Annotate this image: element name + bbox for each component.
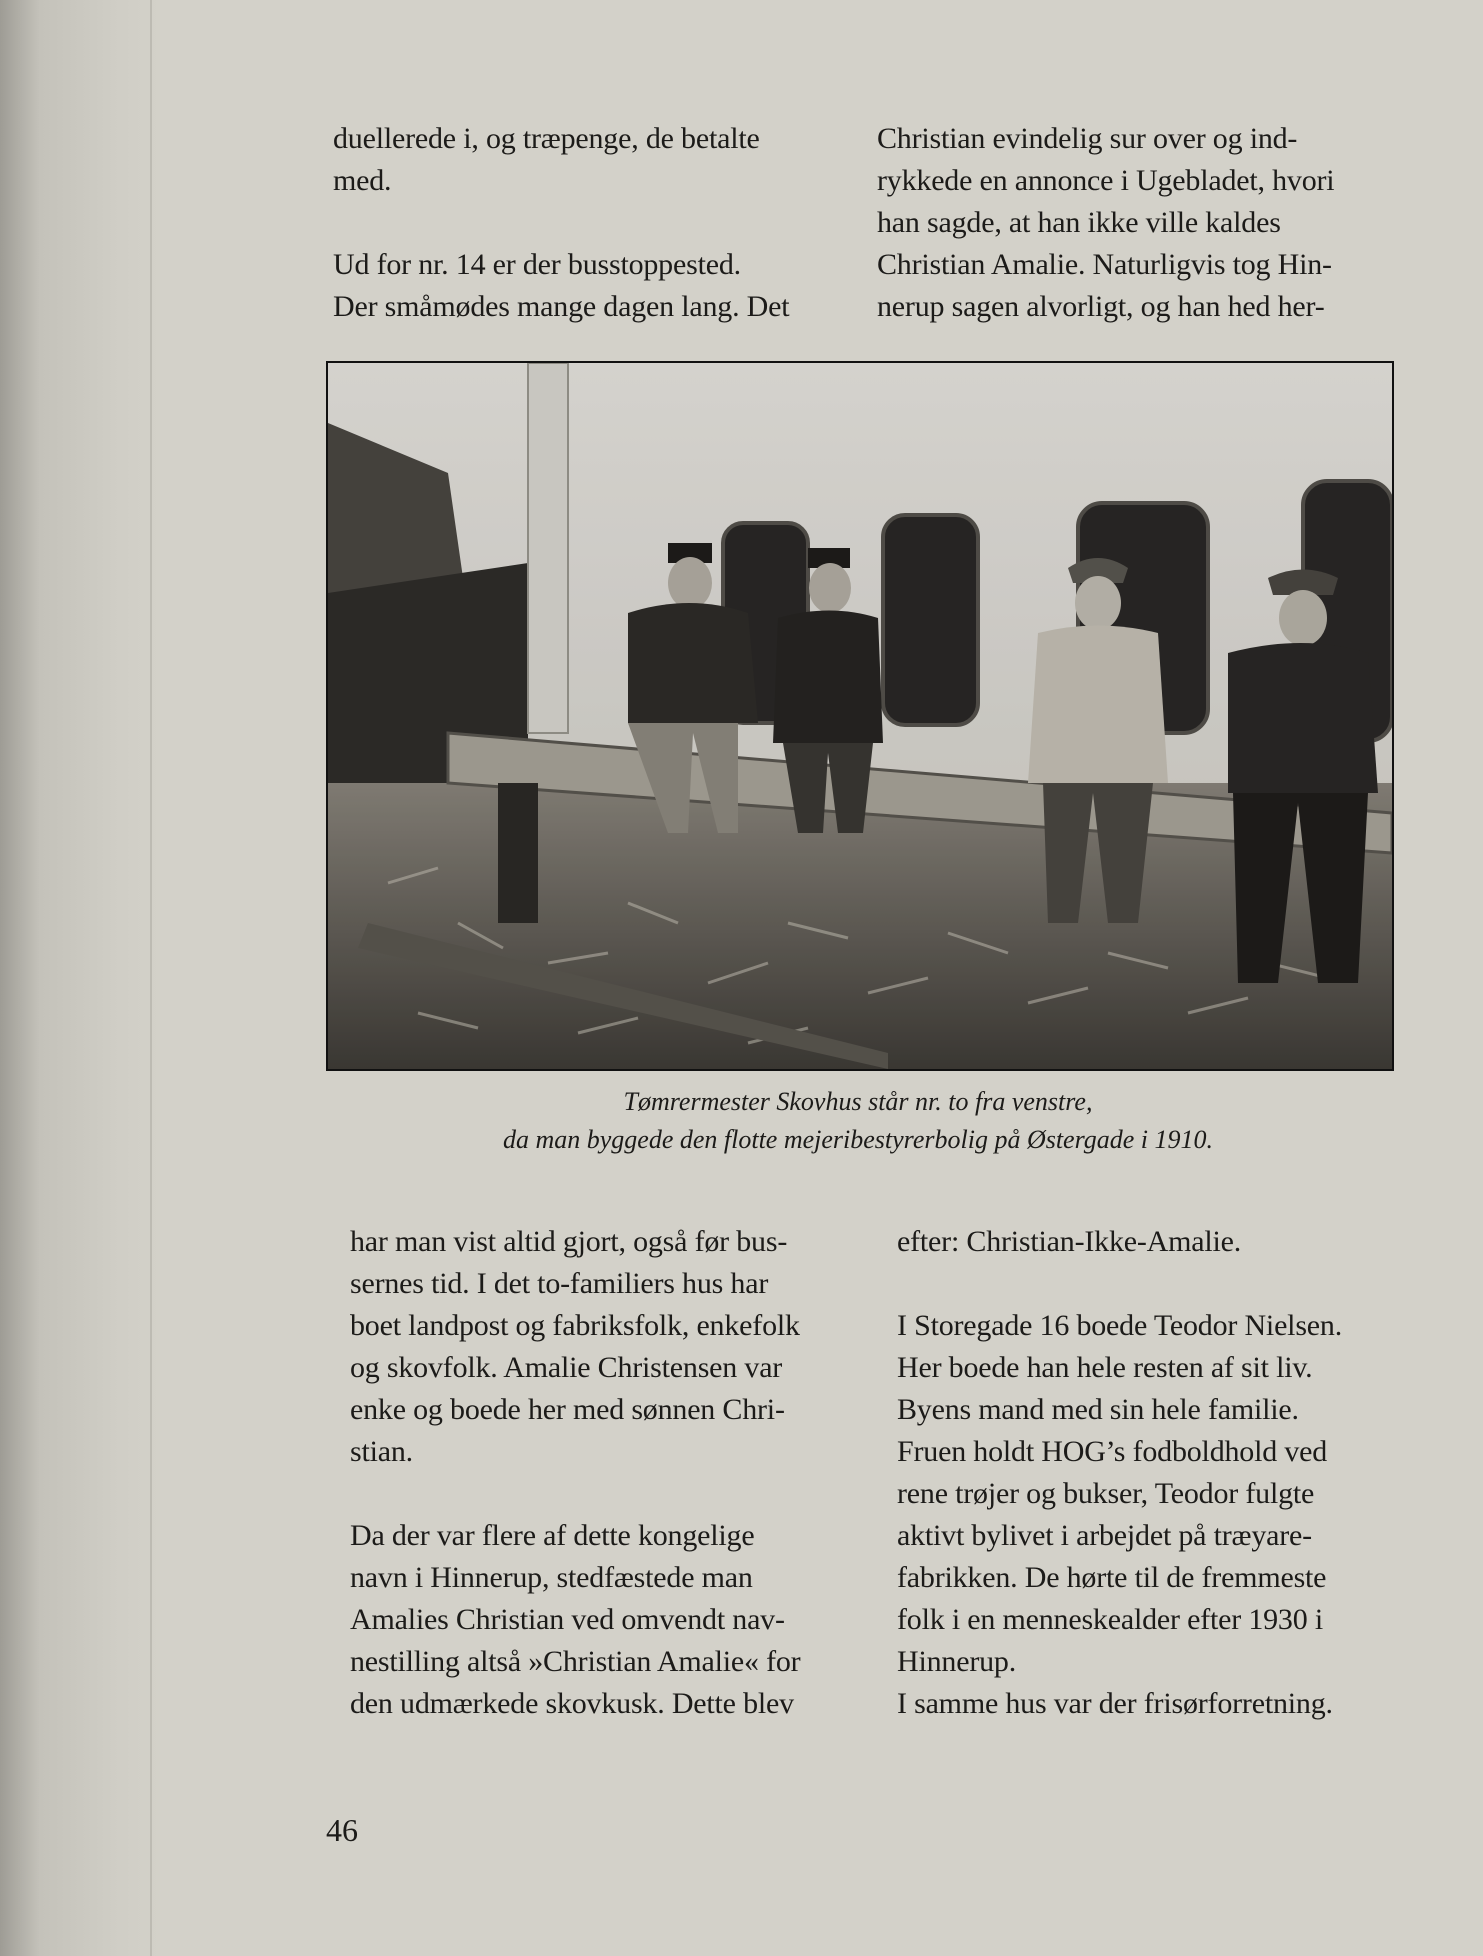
text-line: I Storegade 16 boede Teodor Nielsen. xyxy=(897,1309,1343,1342)
paragraph-gap xyxy=(333,202,789,244)
text-line: nerup sagen alvorligt, og han hed her- xyxy=(877,290,1325,323)
text-line: efter: Christian-Ikke-Amalie. xyxy=(897,1225,1242,1258)
photo-caption xyxy=(326,1083,1390,1159)
text-line: Fruen holdt HOG’s fodboldhold ved xyxy=(897,1435,1328,1468)
historical-photo xyxy=(326,361,1394,1071)
text-line: nestilling altså »Christian Amalie« for xyxy=(350,1645,801,1678)
text-line: rene trøjer og bukser, Teodor fulgte xyxy=(897,1477,1315,1510)
bottom-right-column xyxy=(897,1221,1342,1725)
bottom-left-column xyxy=(350,1221,800,1725)
text-line: navn i Hinnerup, stedfæstede man xyxy=(350,1561,753,1594)
caption-line-1: Tømrermester Skovhus står nr. to fra venstre, xyxy=(623,1087,1093,1116)
text-line: sernes tid. I det to-familiers hus har xyxy=(350,1267,769,1300)
caption-line-2: da man byggede den flotte mejeribestyrerbolig på Østergade i 1910. xyxy=(502,1125,1214,1154)
text-line: Da der var flere af dette kongelige xyxy=(350,1519,755,1552)
text-line: Ud for nr. 14 er der busstoppested. xyxy=(333,248,741,281)
text-line: har man vist altid gjort, også før bus- xyxy=(350,1225,788,1258)
text-line: fabrikken. De hørte til de fremmeste xyxy=(897,1561,1327,1594)
text-line: folk i en menneskealder efter 1930 i xyxy=(897,1603,1323,1636)
photo-illustration xyxy=(328,363,1392,1069)
text-line: den udmærkede skovkusk. Dette blev xyxy=(350,1687,794,1720)
page-number: 46 xyxy=(326,1812,358,1848)
text-line: Christian evindelig sur over og ind- xyxy=(877,122,1298,155)
top-left-column xyxy=(333,118,789,328)
text-line: I samme hus var der frisørforretning. xyxy=(897,1687,1333,1720)
text-line: og skovfolk. Amalie Christensen var xyxy=(350,1351,783,1384)
text-line: Der småmødes mange dagen lang. Det xyxy=(333,290,790,323)
paragraph-gap xyxy=(350,1473,800,1515)
text-line: boet landpost og fabriksfolk, enkefolk xyxy=(350,1309,800,1342)
text-line: Christian Amalie. Naturligvis tog Hin- xyxy=(877,248,1332,281)
text-line: duellerede i, og træpenge, de betalte xyxy=(333,122,760,155)
text-line: han sagde, at han ikke ville kaldes xyxy=(877,206,1281,239)
text-line: stian. xyxy=(350,1435,413,1468)
paragraph-gap xyxy=(897,1263,1342,1305)
text-line: enke og boede her med sønnen Chri- xyxy=(350,1393,785,1426)
text-line: Hinnerup. xyxy=(897,1645,1017,1678)
text-line: aktivt bylivet i arbejdet på træyare- xyxy=(897,1519,1312,1552)
text-line: Her boede han hele resten af sit liv. xyxy=(897,1351,1313,1384)
top-right-column xyxy=(877,118,1334,328)
text-line: Amalies Christian ved omvendt nav- xyxy=(350,1603,785,1636)
text-line: Byens mand med sin hele familie. xyxy=(897,1393,1299,1426)
text-line: rykkede en annonce i Ugebladet, hvori xyxy=(877,164,1335,197)
text-line: med. xyxy=(333,164,392,197)
book-page-edge xyxy=(0,0,160,1956)
